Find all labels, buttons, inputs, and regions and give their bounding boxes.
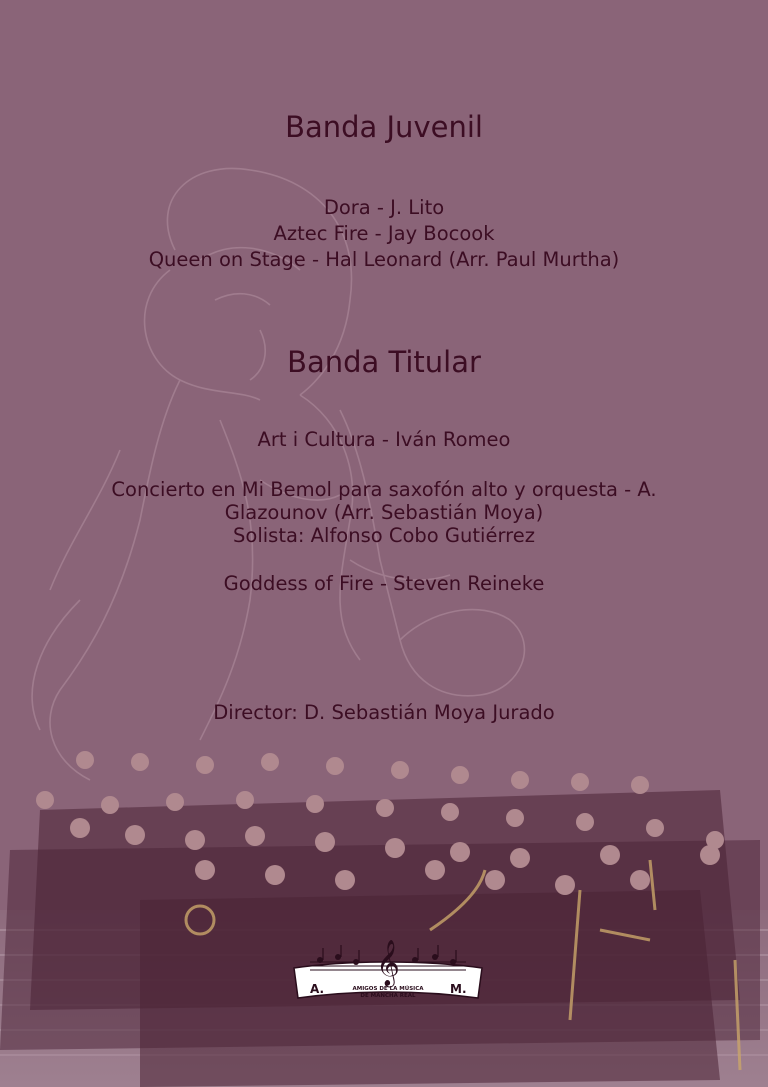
section-title-banda-juvenil: Banda Juvenil: [285, 110, 483, 144]
logo-line-2: DE MANCHA REAL: [360, 993, 416, 999]
band-group-photo: [0, 740, 768, 1087]
logo-letter-left: A.: [310, 982, 325, 996]
director-line: Director: D. Sebastián Moya Jurado: [213, 701, 555, 724]
treble-clef-icon: 𝄞: [376, 940, 400, 986]
logo-letter-right: M.: [450, 982, 467, 996]
piece-line: Aztec Fire - Jay Bocook: [273, 222, 495, 245]
piece-line: Queen on Stage - Hal Leonard (Arr. Paul Murtha): [148, 248, 620, 271]
piece-line: Dora - J. Lito: [323, 196, 445, 219]
soloist-line: Solista: Alfonso Cobo Gutiérrez: [233, 524, 535, 547]
amigos-de-la-musica-logo: [290, 940, 486, 1002]
section-title-banda-titular: Banda Titular: [287, 345, 481, 379]
piece-line: Art i Cultura - Iván Romeo: [257, 428, 511, 451]
piece-line: Concierto en Mi Bemol para saxofón alto y orquesta - A.: [111, 478, 657, 501]
piece-line: Goddess of Fire - Steven Reineke: [223, 572, 545, 595]
logo-line-1: AMIGOS DE LA MÚSICA: [352, 986, 424, 992]
piece-line: Glazounov (Arr. Sebastián Moya): [224, 501, 544, 524]
